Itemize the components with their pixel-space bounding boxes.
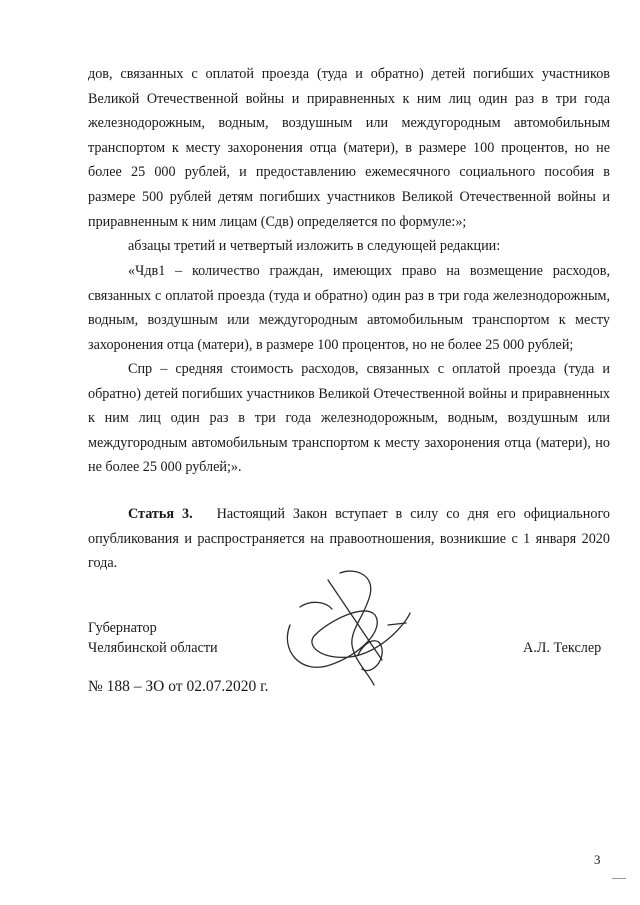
article-label: Статья 3. xyxy=(128,506,193,522)
law-number: № 188 – ЗО от 02.07.2020 г. xyxy=(88,678,269,695)
page-number: 3 xyxy=(594,852,601,867)
signatory-name: А.Л. Текслер xyxy=(523,640,602,656)
handwritten-signature xyxy=(270,565,420,695)
scan-edge-mark xyxy=(612,878,626,879)
signatory-title xyxy=(88,618,218,658)
paragraph-spr-definition: Спр – средняя стоимость расходов, связанных с оплатой проезда (туда и обратно) детей погибших участников Великой Отечественной войны и приравненных к ним лиц один раз в три года железнодорожным, водным, воздушным или междугородным автомобильным транспортом к месту захоронения отца (матери), но не более 25 000 рублей;». xyxy=(88,361,610,476)
paragraph-chdv1-definition: «Чдв1 – количество граждан, имеющих право на возмещение расходов, связанных с оплатой проезда (туда и обратно) один раз в три года железнодорожным, водным, воздушным или междугородным автомобильным транспортом к месту захоронения отца (матери), в размере 100 процентов, но не более 25 000 рублей; xyxy=(88,263,610,353)
signatory-title-line2: Челябинской области xyxy=(88,640,218,656)
article-text: Настоящий Закон вступает в силу со дня его официального опубликования и распространяется на правоотношения, возникшие с 1 января 2020 года. xyxy=(88,506,611,572)
paragraph-continuation: дов, связанных с оплатой проезда (туда и обратно) детей погибших участников Великой Отечественной войны и приравненных к ним лиц один раз в три года железнодорожным, водным, воздушным или междугородным автомобильным транспортом к месту захоронения отца (матери), в размере 100 процентов, но не более 25 000 рублей, и предоставлению ежемесячного социального пособия в размере 500 рублей детям погибших участников Великой Отечественной войны и приравненным к ним лицам (Сдв) определяется по формуле:»; xyxy=(88,66,610,230)
signatory-title-line1: Губернатор xyxy=(88,620,157,636)
paragraph-amendment-intro: абзацы третий и четвертый изложить в следующей редакции: xyxy=(128,238,501,254)
